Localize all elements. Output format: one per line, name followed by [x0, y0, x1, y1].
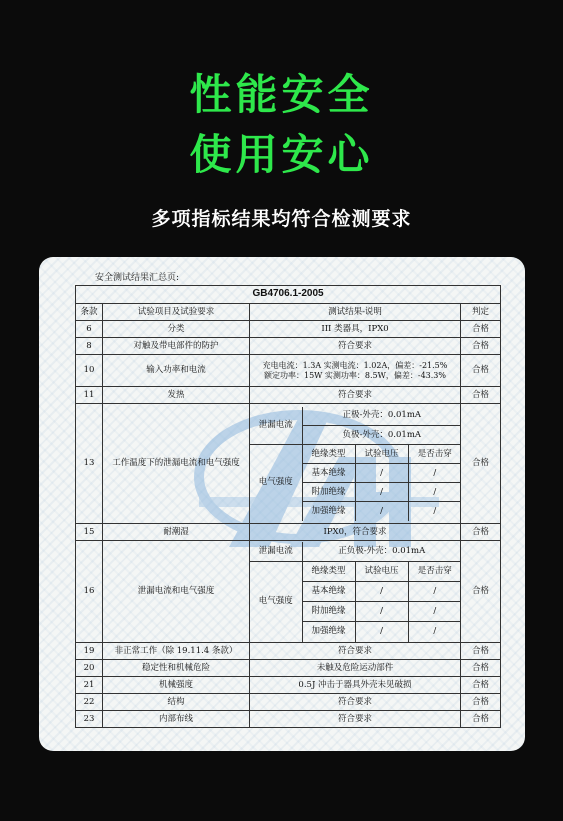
- headline-line-1: 性能安全: [189, 70, 374, 119]
- results-table: [75, 285, 501, 728]
- table-row: 10 输入功率和电流 充电电流：1.3A 实测电流：1.02A，偏差：-21.5% 额定功率：15W 实测功率：8.5W，偏差：-43.3% 合格: [76, 355, 501, 387]
- table-row: 16 泄漏电流和电气强度 泄漏电流 正负极-外壳：0.01mA 电气强度 绝缘类型 试验电压 是否击穿 基本绝缘 / / 附加绝缘 / / 加强绝缘 / / 合格: [76, 541, 501, 643]
- table-row: 23 内部布线 符合要求 合格: [76, 711, 501, 728]
- table-row: 6 分类 III 类器具，IPX0 合格: [76, 321, 501, 338]
- table-row: 15 耐潮湿 IPX0，符合要求 合格: [76, 524, 501, 541]
- clause-13-subtable: 泄漏电流 正极-外壳：0.01mA 负极-外壳：0.01mA 电气强度 绝缘类型 试验电压 是否击穿 基本绝缘 / / 附加绝缘 / / 加强绝缘 / /: [250, 407, 461, 521]
- table-row: 20 稳定性和机械危险 未触及危险运动部件 合格: [76, 660, 501, 677]
- table-row: 8 对触及带电部件的防护 符合要求 合格: [76, 338, 501, 355]
- headline-line-2: 使用安心: [189, 130, 374, 179]
- test-report-document: [39, 257, 525, 751]
- table-row: 11 发热 符合要求 合格: [76, 387, 501, 404]
- subtitle: 多项指标结果均符合检测要求: [151, 208, 412, 230]
- standard-title: GB4706.1-2005: [76, 286, 501, 304]
- report-caption: 安全测试结果汇总页:: [95, 273, 180, 283]
- table-header-row: 条款 试验项目及试验要求 测试结果-说明 判定: [76, 304, 501, 321]
- table-row: 19 非正常工作（除 19.11.4 条款） 符合要求 合格: [76, 643, 501, 660]
- table-row: 21 机械强度 0.5J 冲击于器具外壳未见破损 合格: [76, 677, 501, 694]
- table-row: 13 工作温度下的泄漏电流和电气强度 泄漏电流 正极-外壳：0.01mA 负极-外壳：0.01mA 电气强度 绝缘类型 试验电压 是否击穿 基本绝缘 / / 附加绝缘 / / 加强绝缘 / / 合格: [76, 404, 501, 524]
- clause-16-subtable: 泄漏电流 正负极-外壳：0.01mA 电气强度 绝缘类型 试验电压 是否击穿 基本绝缘 / / 附加绝缘 / / 加强绝缘 / /: [250, 542, 461, 642]
- table-row: 22 结构 符合要求 合格: [76, 694, 501, 711]
